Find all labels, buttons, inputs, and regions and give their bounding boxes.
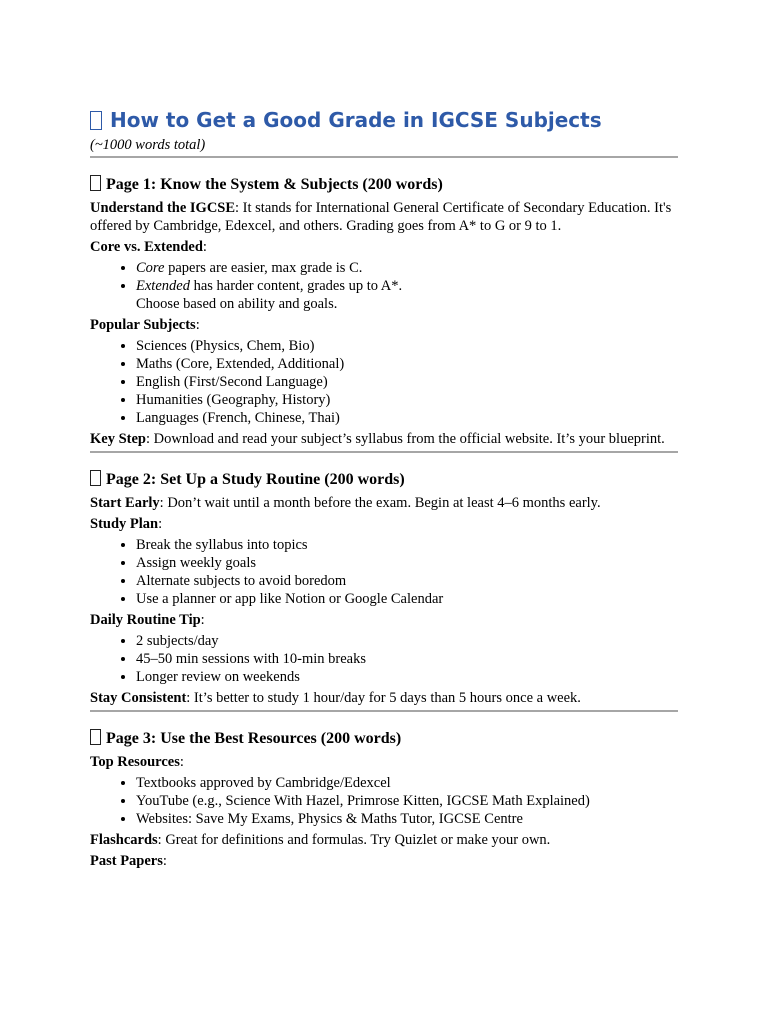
list-item-text: has harder content, grades up to A*.	[189, 278, 403, 294]
list-item: • 2 subjects/day	[136, 632, 678, 650]
list-item-text: papers are easier, max grade is C.	[164, 260, 363, 276]
understand-text: : It stands for International General Certificate of Secondary Education. It's offered by Cambridge, Edexcel, and others. Grading goes from A* to G or 9 to 1.	[90, 200, 672, 234]
popular-subjects-label-line	[90, 316, 678, 334]
top-resources-label: Top Resources	[90, 754, 180, 770]
list-item-continuation: Choose based on ability and goals.	[136, 296, 338, 312]
section-heading-text: Page 1: Know the System & Subjects (200 words)	[106, 176, 443, 193]
core-extended-label-line	[90, 238, 678, 256]
flashcards-text: : Great for definitions and formulas. Try Quizlet or make your own.	[157, 832, 551, 848]
stay-consistent-paragraph	[90, 689, 678, 707]
core-extended-label: Core vs. Extended	[90, 239, 203, 255]
study-plan-label-line	[90, 515, 678, 533]
list-item: • Assign weekly goals	[136, 554, 678, 572]
list-item: • 45–50 min sessions with 10-min breaks	[136, 650, 678, 668]
top-resources-label-line	[90, 753, 678, 771]
section-heading-page1	[90, 174, 678, 196]
missing-glyph-icon	[90, 175, 101, 191]
missing-glyph-icon	[90, 470, 101, 486]
divider	[90, 156, 678, 158]
missing-glyph-icon	[90, 729, 101, 745]
extended-term: Extended	[136, 278, 190, 294]
daily-routine-label-line	[90, 611, 678, 629]
daily-routine-list	[90, 632, 678, 686]
divider	[90, 710, 678, 712]
daily-routine-label: Daily Routine Tip	[90, 612, 201, 628]
list-item: • YouTube (e.g., Science With Hazel, Primrose Kitten, IGCSE Math Explained)	[136, 792, 678, 810]
core-extended-list	[90, 259, 678, 313]
colon: :	[202, 239, 207, 255]
document-title	[90, 106, 678, 134]
list-item: • Textbooks approved by Cambridge/Edexcel	[136, 774, 678, 792]
word-count-note: (~1000 words total)	[90, 137, 206, 153]
missing-glyph-icon	[90, 111, 102, 130]
list-item: • Alternate subjects to avoid boredom	[136, 572, 678, 590]
colon: :	[179, 754, 184, 770]
list-item: • Longer review on weekends	[136, 668, 678, 686]
colon: :	[162, 853, 167, 869]
colon: :	[195, 317, 200, 333]
document-content	[90, 106, 678, 873]
stay-consistent-text: : It’s better to study 1 hour/day for 5 days than 5 hours once a week.	[186, 690, 581, 706]
list-item	[136, 277, 678, 313]
key-step-paragraph	[90, 430, 678, 448]
start-early-paragraph	[90, 494, 678, 512]
list-item: • Websites: Save My Exams, Physics & Maths Tutor, IGCSE Centre	[136, 810, 678, 828]
section-heading-text: Page 3: Use the Best Resources (200 words)	[106, 730, 402, 747]
understand-paragraph	[90, 199, 678, 235]
flashcards-paragraph	[90, 831, 678, 849]
section-heading-page2	[90, 469, 678, 491]
study-plan-label: Study Plan	[90, 516, 159, 532]
understand-label: Understand the IGCSE	[90, 200, 236, 216]
section-heading-text: Page 2: Set Up a Study Routine (200 words)	[106, 471, 405, 488]
list-item: • Humanities (Geography, History)	[136, 391, 678, 409]
start-early-label: Start Early	[90, 495, 160, 511]
colon: :	[200, 612, 205, 628]
list-item: • Maths (Core, Extended, Additional)	[136, 355, 678, 373]
list-item: • Use a planner or app like Notion or Google Calendar	[136, 590, 678, 608]
flashcards-label: Flashcards	[90, 832, 158, 848]
study-plan-list	[90, 536, 678, 608]
list-item	[136, 259, 678, 277]
section-heading-page3	[90, 728, 678, 750]
key-step-text: : Download and read your subject’s syllabus from the official website. It’s your blueprint.	[145, 431, 665, 447]
top-resources-list	[90, 774, 678, 828]
popular-subjects-label: Popular Subjects	[90, 317, 196, 333]
core-term: Core	[136, 260, 165, 276]
past-papers-label-line	[90, 852, 678, 870]
key-step-label: Key Step	[90, 431, 146, 447]
past-papers-label: Past Papers	[90, 853, 163, 869]
title-text: How to Get a Good Grade in IGCSE Subjects	[110, 108, 602, 132]
list-item: • Sciences (Physics, Chem, Bio)	[136, 337, 678, 355]
divider	[90, 451, 678, 453]
list-item: • Languages (French, Chinese, Thai)	[136, 409, 678, 427]
list-item: • Break the syllabus into topics	[136, 536, 678, 554]
popular-subjects-list	[90, 337, 678, 427]
colon: :	[158, 516, 163, 532]
start-early-text: : Don’t wait until a month before the exam. Begin at least 4–6 months early.	[159, 495, 601, 511]
stay-consistent-label: Stay Consistent	[90, 690, 187, 706]
list-item: • English (First/Second Language)	[136, 373, 678, 391]
